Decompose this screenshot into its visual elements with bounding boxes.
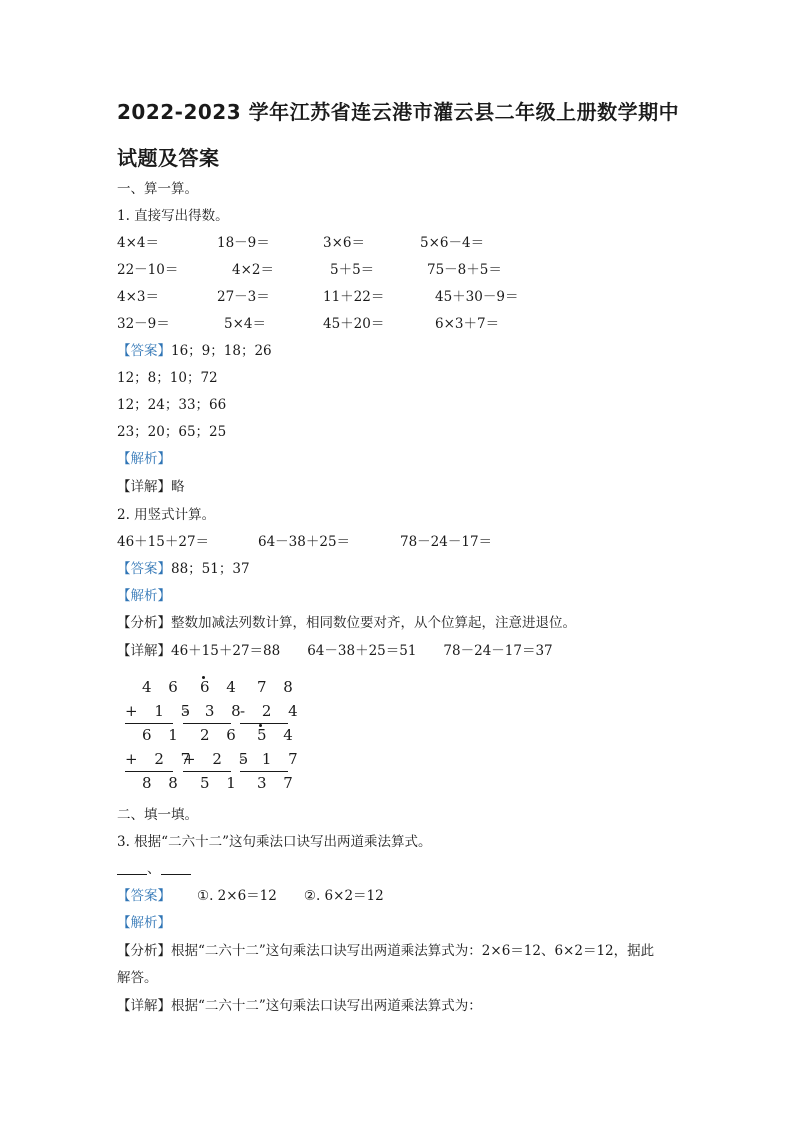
q1-r4-c1: 32－9＝ xyxy=(117,316,170,332)
answer-tag: 【答案】 xyxy=(117,561,171,577)
vertical-calc-3 xyxy=(240,676,304,796)
q1-answer-row3: 12；24；33；66 xyxy=(117,397,227,413)
section2-heading: 二、填一填。 xyxy=(117,807,198,823)
q1-r1-c1: 4×4＝ xyxy=(117,235,159,251)
vcalc1-row3: 6 1 xyxy=(142,726,184,744)
q2-answer: 88；51；37 xyxy=(171,561,250,577)
q3-fenxi-line2: 解答。 xyxy=(117,970,158,986)
vcalc3-rule1 xyxy=(240,723,288,724)
q2-answer-line xyxy=(117,560,250,578)
q1-label: 1. 直接写出得数。 xyxy=(117,208,229,224)
q1-r2-c1: 22－10＝ xyxy=(117,262,179,278)
vcalc2-row3: 2 6 xyxy=(200,726,242,744)
vcalc3-rule2 xyxy=(240,771,288,772)
q1-answer-row2: 12；8；10；72 xyxy=(117,370,218,386)
answer-blank-2[interactable] xyxy=(161,864,191,875)
document-title-line1: 2022-2023 学年江苏省连云港市灌云县二年级上册数学期中 xyxy=(117,100,680,124)
q2-expr-1: 46＋15＋27＝ xyxy=(117,534,210,550)
q3-detail: 【详解】根据“二六十二”这句乘法口诀写出两道乘法算式为： xyxy=(117,998,482,1014)
vcalc2-row5: 5 1 xyxy=(200,774,242,792)
vcalc2-rule1 xyxy=(183,723,231,724)
q1-r1-c2: 18－9＝ xyxy=(217,235,270,251)
q1-r3-c4: 45＋30－9＝ xyxy=(435,289,519,305)
q1-r1-c4: 5×6－4＝ xyxy=(420,235,485,251)
vcalc3-row4: - 1 7 xyxy=(240,750,304,768)
vcalc2-row2: - 3 8 xyxy=(183,702,247,720)
q2-analysis-tag: 【解析】 xyxy=(117,588,171,604)
q1-r3-c3: 11＋22＝ xyxy=(323,289,385,305)
vcalc3-row1: 7 8 xyxy=(257,678,299,696)
q1-r2-c2: 4×2＝ xyxy=(232,262,274,278)
q1-r3-c2: 27－3＝ xyxy=(217,289,270,305)
vcalc2-rule2 xyxy=(183,771,231,772)
q3-answer-line xyxy=(117,887,384,905)
q1-r3-c1: 4×3＝ xyxy=(117,289,159,305)
vertical-calc-2 xyxy=(183,676,255,796)
vcalc1-rule1 xyxy=(125,723,173,724)
vcalc3-row2: - 2 4 xyxy=(240,702,304,720)
q1-analysis-tag: 【解析】 xyxy=(117,451,171,467)
vcalc1-rule2 xyxy=(125,771,173,772)
q2-expr-2: 64－38＋25＝ xyxy=(258,534,351,550)
q2-label: 2. 用竖式计算。 xyxy=(117,507,216,523)
q3-blanks xyxy=(117,860,191,878)
q2-fenxi: 【分析】整数加减法列数计算，相同数位要对齐，从个位算起，注意进退位。 xyxy=(117,615,576,631)
vcalc1-row4: + 2 7 xyxy=(125,750,197,768)
vcalc2-row1: 6 4 xyxy=(200,678,242,696)
vcalc2-row4: + 2 5 xyxy=(183,750,255,768)
vcalc1-row5: 8 8 xyxy=(142,774,184,792)
blank-separator: 、 xyxy=(147,861,161,877)
q2-detail: 【详解】46＋15＋27＝88 64－38＋25＝51 78－24－17＝37 xyxy=(117,643,553,659)
answer-tag: 【答案】 xyxy=(117,343,171,359)
q1-r4-c2: 5×4＝ xyxy=(224,316,266,332)
q1-r4-c3: 45＋20＝ xyxy=(323,316,385,332)
q3-fenxi-line1: 【分析】根据“二六十二”这句乘法口诀写出两道乘法算式为：2×6＝12、6×2＝12，据此 xyxy=(117,943,655,959)
q1-answer-row1: 16；9；18；26 xyxy=(171,343,272,359)
q1-r1-c3: 3×6＝ xyxy=(323,235,365,251)
vcalc3-row5: 3 7 xyxy=(257,774,299,792)
answer-tag: 【答案】 xyxy=(117,888,171,904)
vcalc3-row3: 5 4 xyxy=(257,726,299,744)
q1-answer-row4: 23；20；65；25 xyxy=(117,424,227,440)
vcalc1-row2: + 1 5 xyxy=(125,702,197,720)
section1-heading: 一、算一算。 xyxy=(117,181,198,197)
q1-r2-c4: 75－8＋5＝ xyxy=(427,262,502,278)
q1-r4-c4: 6×3＋7＝ xyxy=(435,316,500,332)
document-title-line2: 试题及答案 xyxy=(117,146,220,170)
q3-answer: ①. 2×6＝12 ②. 6×2＝12 xyxy=(197,888,384,904)
q3-analysis-tag: 【解析】 xyxy=(117,915,171,931)
q3-label: 3. 根据“二六十二”这句乘法口诀写出两道乘法算式。 xyxy=(117,834,432,850)
vcalc1-row1: 4 6 xyxy=(142,678,184,696)
vertical-calc-1 xyxy=(125,676,197,796)
q1-answer-line xyxy=(117,342,272,360)
answer-blank-1[interactable] xyxy=(117,864,147,875)
q1-detail: 【详解】略 xyxy=(117,479,185,495)
q2-expr-3: 78－24－17＝ xyxy=(400,534,493,550)
q1-r2-c3: 5＋5＝ xyxy=(330,262,375,278)
